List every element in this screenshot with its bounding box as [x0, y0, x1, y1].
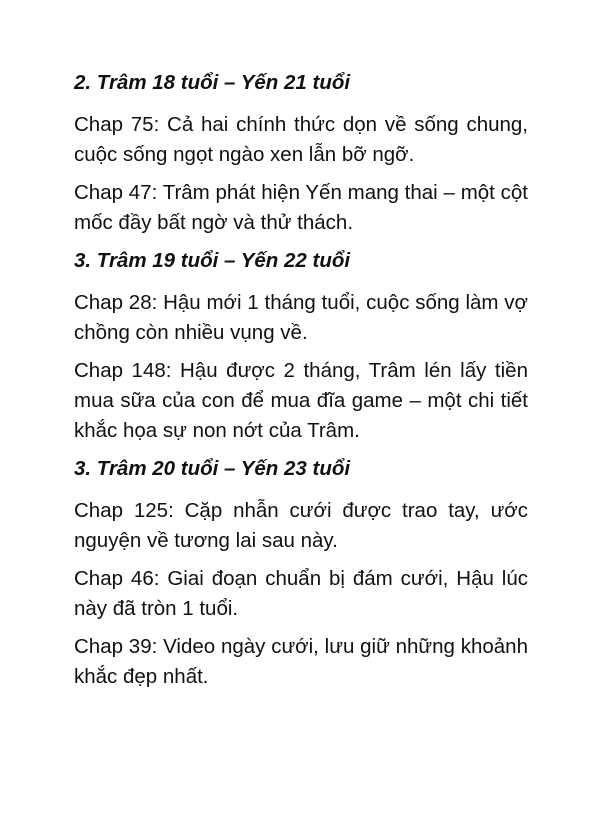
paragraph: Chap 28: Hậu mới 1 tháng tuổi, cuộc sống làm vợ chồng còn nhiều vụng về.: [74, 291, 528, 344]
section-heading: 3. Trâm 20 tuổi – Yến 23 tuổi: [74, 457, 351, 480]
section-age-18: [74, 68, 528, 238]
paragraph: Chap 47: Trâm phát hiện Yến mang thai – một cột mốc đầy bất ngờ và thử thách.: [74, 181, 528, 234]
section-heading: 3. Trâm 19 tuổi – Yến 22 tuổi: [74, 249, 351, 272]
paragraph: Chap 46: Giai đoạn chuẩn bị đám cưới, Hậu lúc này đã tròn 1 tuổi.: [74, 567, 528, 620]
paragraph: Chap 75: Cả hai chính thức dọn về sống chung, cuộc sống ngọt ngào xen lẫn bỡ ngỡ.: [74, 113, 528, 166]
paragraph: Chap 39: Video ngày cưới, lưu giữ những khoảnh khắc đẹp nhất.: [74, 635, 528, 688]
section-age-19: [74, 246, 528, 446]
paragraph: Chap 148: Hậu được 2 tháng, Trâm lén lấy tiền mua sữa của con để mua đĩa game – một chi tiết khắc họa sự non nớt của Trâm.: [74, 359, 528, 442]
document-page: [74, 68, 528, 700]
section-heading: 2. Trâm 18 tuổi – Yến 21 tuổi: [74, 71, 351, 94]
section-age-20: [74, 454, 528, 692]
paragraph: Chap 125: Cặp nhẫn cưới được trao tay, ước nguyện về tương lai sau này.: [74, 499, 528, 552]
